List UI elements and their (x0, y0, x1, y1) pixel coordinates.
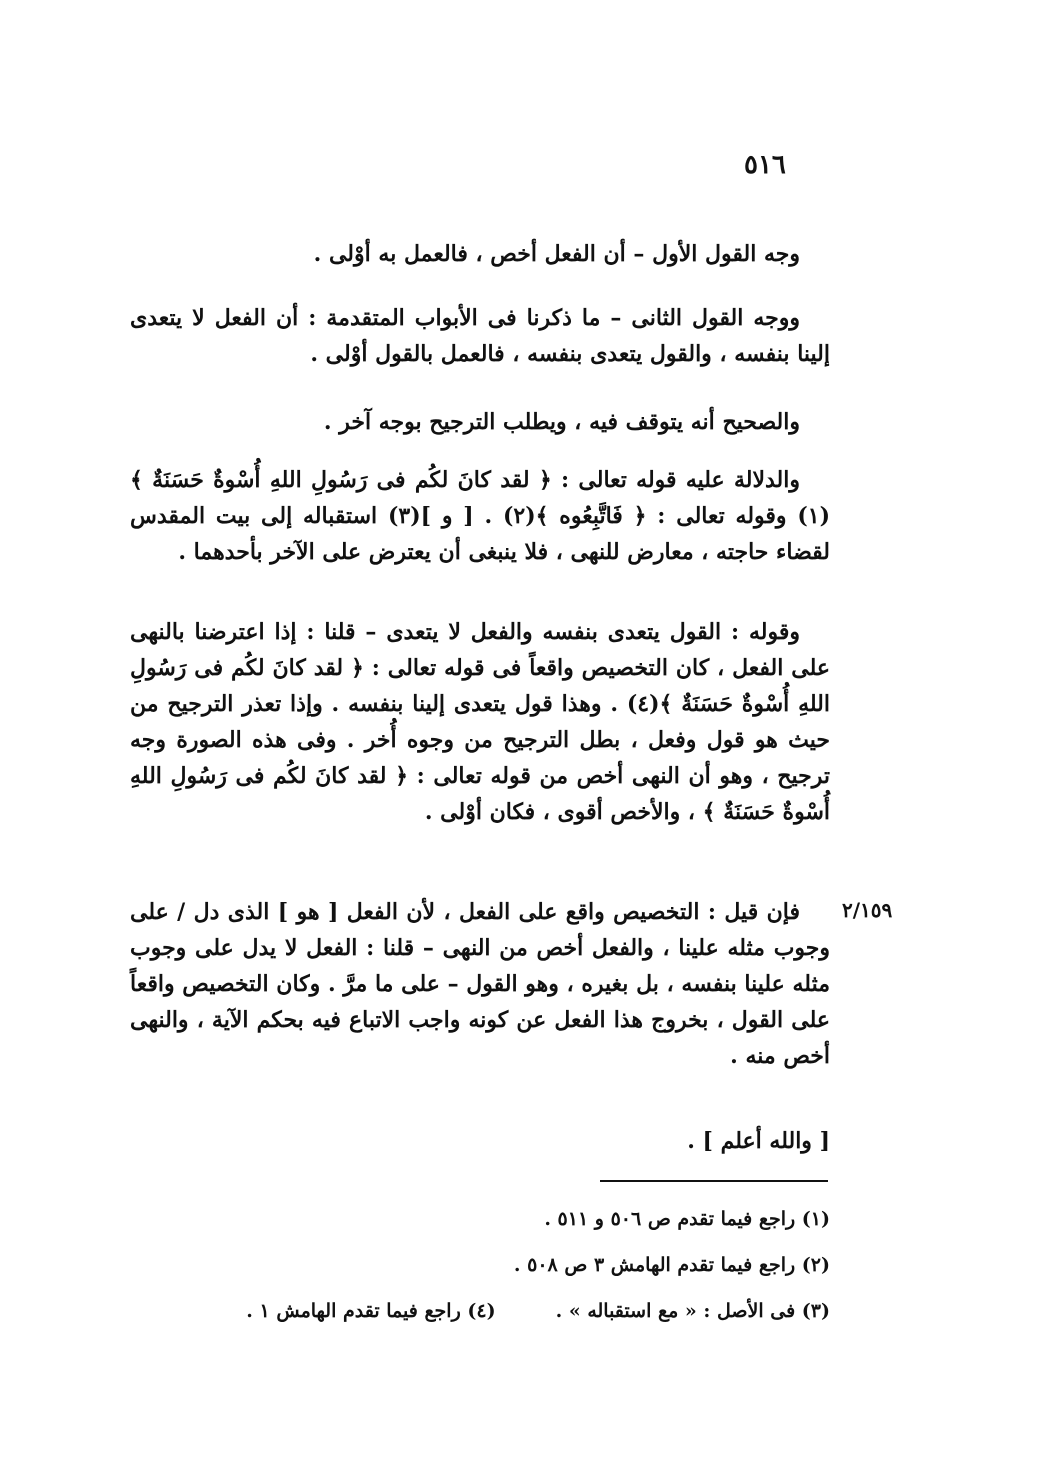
paragraph: والدلالة عليه قوله تعالى : ﴿ لقد كانَ لكُم فى رَسُولِ اللهِ أُسْوةٌ حَسَنَةٌ ﴾(١) وقوله تعالى : ﴿ فَاتَّبِعُوه ﴾(٢) . [ و ](٣) استقباله إلى بيت المقدس لقضاء حاجته ، معارض للنهى ، فلا ينبغى أن يعترض على الآخر بأحدهما . (130, 467, 830, 565)
margin-folio-note: ٢/١٥٩ (842, 898, 893, 922)
footnote-line (130, 1242, 830, 1288)
footnote-line (130, 1288, 830, 1334)
paragraph: وجه القول الأول – أن الفعل أخص ، فالعمل به أوْلى . (313, 241, 800, 267)
footnote: (٤) راجع فيما تقدم الهامش ١ . (246, 1300, 496, 1322)
footnote: (٢) راجع فيما تقدم الهامش ٣ ص ٥٠٨ . (513, 1254, 830, 1276)
closing-phrase: [ والله أعلم ] . (687, 1128, 830, 1154)
paragraph-second-view (130, 300, 830, 372)
paragraph: والصحيح أنه يتوقف فيه ، ويطلب الترجيح بوجه آخر . (323, 409, 800, 435)
footnote: (١) راجع فيما تقدم ص ٥٠٦ و ٥١١ . (544, 1208, 830, 1230)
paragraph-correct-view (130, 404, 830, 440)
paragraph-objection (130, 894, 830, 1074)
paragraph: وقوله : القول يتعدى بنفسه والفعل لا يتعدى – قلنا : إذا اعترضنا بالنهى على الفعل ، كان التخصيص واقعاً فى قوله تعالى : ﴿ لقد كانَ لكُم فى رَسُولِ اللهِ أُسْوةٌ حَسَنَةٌ ﴾(٤) . وهذا قول يتعدى إلينا بنفسه . وإذا تعذر الترجيح من حيث هو قول وفعل ، بطل الترجيح من وجوه أُخر . وفى هذه الصورة وجه ترجيح ، وهو أن النهى أخص من قوله تعالى : ﴿ لقد كانَ لكُم فى رَسُولِ اللهِ أُسْوةٌ حَسَنَةٌ ﴾ ، والأخص أقوى ، فكان أوْلى . (130, 619, 830, 825)
footnotes (130, 1196, 830, 1334)
footnote-line (130, 1196, 830, 1242)
footnote: (٣) فى الأصل : « مع استقباله » . (555, 1300, 830, 1322)
paragraph-evidence (130, 462, 830, 570)
paragraph-first-view (130, 236, 830, 272)
footnote-divider (600, 1180, 828, 1182)
paragraph: فإن قيل : التخصيص واقع على الفعل ، لأن الفعل [ هو ] الذى دل / على وجوب مثله علينا ، والفعل أخص من النهى – قلنا : الفعل لا يدل على وجوب مثله علينا بنفسه ، بل بغيره ، وهو القول – على ما مرَّ . وكان التخصيص واقعاً على القول ، بخروج هذا الفعل عن كونه واجب الاتباع فيه بحكم الآية ، والنهى أخص منه . (130, 899, 830, 1069)
page-number: ٥١٦ (744, 150, 786, 180)
paragraph-rebuttal (130, 614, 830, 830)
paragraph: ووجه القول الثانى – ما ذكرنا فى الأبواب المتقدمة : أن الفعل لا يتعدى إلينا بنفسه ، والقول يتعدى بنفسه ، فالعمل بالقول أوْلى . (130, 305, 830, 367)
